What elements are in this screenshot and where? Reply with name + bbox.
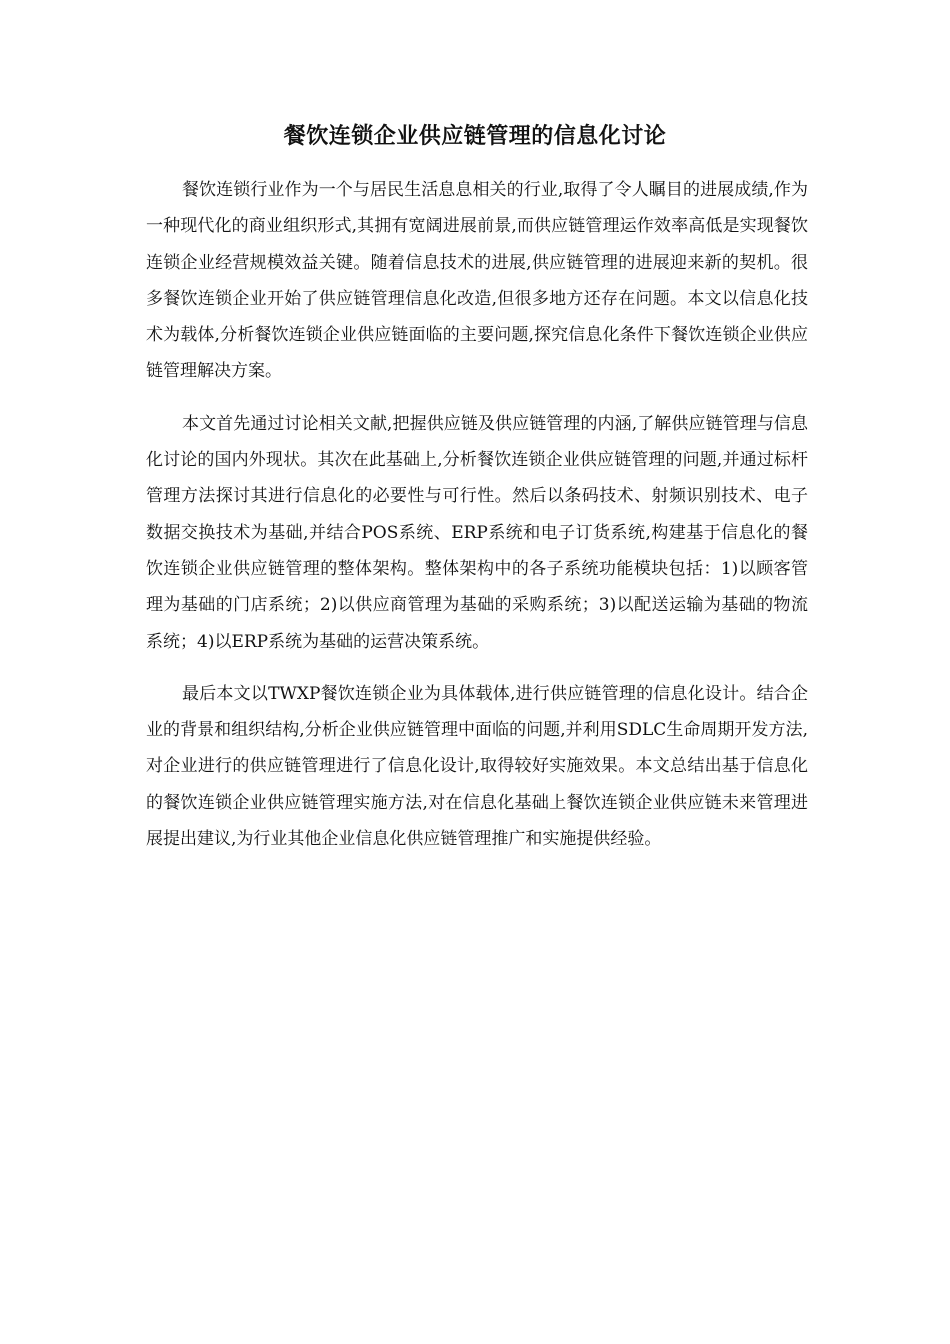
- paragraph-2: 本文首先通过讨论相关文献,把握供应链及供应链管理的内涵,了解供应链管理与信息化讨论的国内外现状。其次在此基础上,分析餐饮连锁企业供应链管理的问题,并通过标杆管理方法探讨其进行信息化的必要性与可行性。然后以条码技术、射频识别技术、电子数据交换技术为基础,并结合POS系统、ERP系统和电子订货系统,构建基于信息化的餐饮连锁企业供应链管理的整体架构。整体架构中的各子系统功能模块包括：1)以顾客管理为基础的门店系统；2)以供应商管理为基础的采购系统；3)以配送运输为基础的物流系统；4)以ERP系统为基础的运营决策系统。: [146, 413, 808, 652]
- document-body: [146, 172, 808, 873]
- document-title: 餐饮连锁企业供应链管理的信息化讨论: [283, 124, 667, 149]
- paragraph-1: 餐饮连锁行业作为一个与居民生活息息相关的行业,取得了令人瞩目的进展成绩,作为一种现代化的商业组织形式,其拥有宽阔进展前景,而供应链管理运作效率高低是实现餐饮连锁企业经营规模效益关键。随着信息技术的进展,供应链管理的进展迎来新的契机。很多餐饮连锁企业开始了供应链管理信息化改造,但很多地方还存在问题。本文以信息化技术为载体,分析餐饮连锁企业供应链面临的主要问题,探究信息化条件下餐饮连锁企业供应链管理解决方案。: [146, 180, 808, 382]
- paragraph-3: 最后本文以TWXP餐饮连锁企业为具体载体,进行供应链管理的信息化设计。结合企业的背景和组织结构,分析企业供应链管理中面临的问题,并利用SDLC生命周期开发方法,对企业进行的供应链管理进行了信息化设计,取得较好实施效果。本文总结出基于信息化的餐饮连锁企业供应链管理实施方法,对在信息化基础上餐饮连锁企业供应链未来管理进展提出建议,为行业其他企业信息化供应链管理推广和实施提供经验。: [146, 683, 808, 850]
